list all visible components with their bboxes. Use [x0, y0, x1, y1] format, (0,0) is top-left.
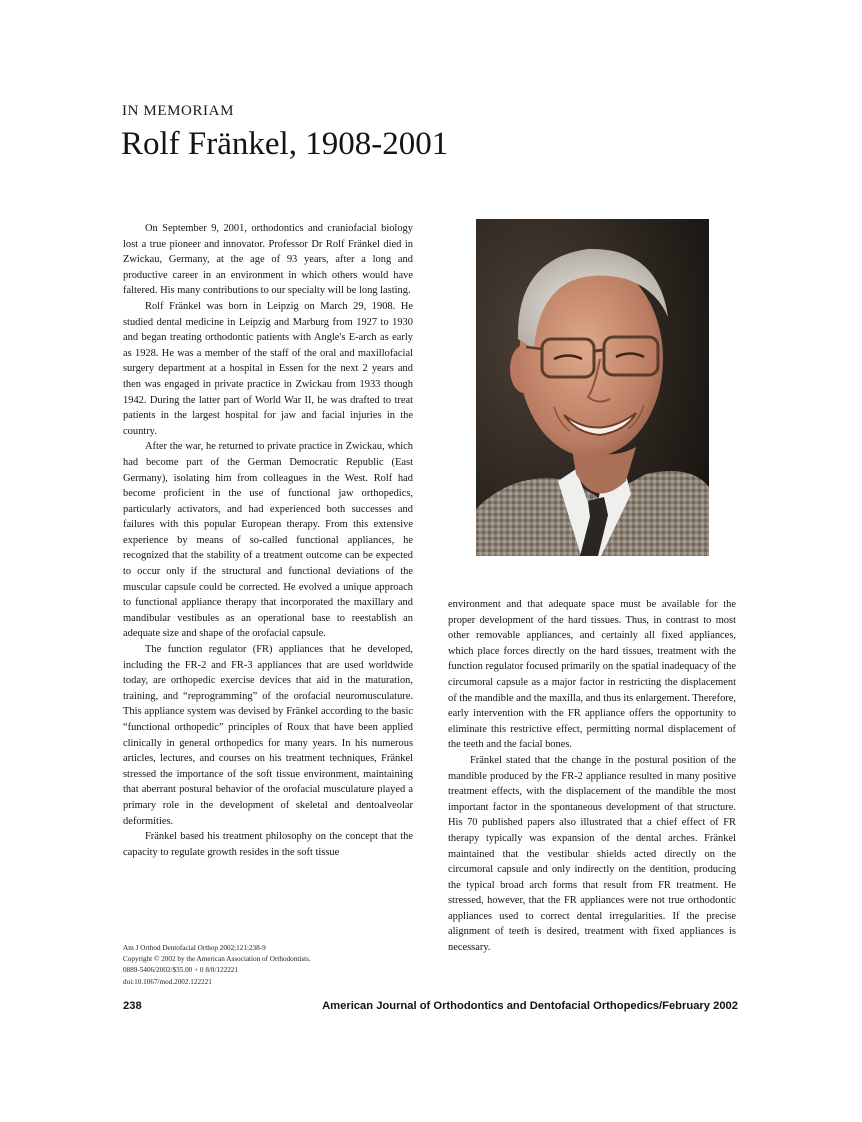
- journal-name: American Journal of Orthodontics and Dentofacial Orthopedics/February 2002: [322, 1000, 738, 1012]
- portrait-photo: [476, 219, 709, 556]
- paragraph: On September 9, 2001, orthodontics and craniofacial biology lost a true pioneer and innovator. Professor Dr Rolf Fränkel died in Zwickau, Germany, at the age of 93 years, after a long and productive career in an environment in which others would have faltered. His many contributions to our specialty will be long lasting.: [123, 223, 413, 297]
- paragraph: environment and that adequate space must be available for the proper development of the hard tissues. Thus, in contrast to most other removable appliances, and certainly all fixed appliances, which place forces directly on the hard tissues, treatment with the function regulator focused primarily on the spatial inadequacy of the circumoral capsule as a major factor in restricting the displacement of the mandible and the maxilla, and thus its enlargement. Therefore, early intervention with the FR appliance offers the opportunity to eliminate this restrictive effect, permitting normal displacement of the teeth and the facial bones.: [448, 599, 737, 751]
- page-number: 238: [123, 1000, 142, 1012]
- running-footer: [123, 1000, 738, 1016]
- paragraph: Rolf Fränkel was born in Leipzig on March 29, 1908. He studied dental medicine in Leipzig and Marburg from 1927 to 1930 and began treating orthodontic patients with Angle's E-arch as early as 1928. He was a member of the staff of the oral and maxillofacial surgery department at a hospital in Essen for the next 2 years and then was engaged in private practice in Zwickau from 1933 though 1942. During the latter part of World War II, he was drafted to treat patients in the largest hospital for jaw and facial injuries in the country.: [123, 300, 413, 437]
- paragraph: Fränkel stated that the change in the postural position of the mandible produced by the FR-2 appliance resulted in many positive treatment effects, with the displacement of the mandible the most important factor in the spontaneous development of that structure. His 70 published papers also illustrated that a chief effect of FR therapy typically was expansion of the dental arches. Fränkel maintained that the vestibular shields acted directly on the circumoral capsule and only indirectly on the dentition, producing the typical broad arch forms that result from FR treatment. He stressed, however, that the FR appliances were not true orthodontic appliances used to correct dental irregularities. If the precise alignment of teeth is desired, treatment with fixed appliances is necessary.: [448, 754, 736, 954]
- issn-line: 0889-5406/2002/$35.00 + 0 8/8/122221: [123, 966, 239, 975]
- paragraph: After the war, he returned to private practice in Zwickau, which had become part of the German Democratic Republic (East Germany), isolating him from colleagues in the West. Rolf had become proficient in the use of functional jaw orthopedics, particularly activators, and had experienced both successes and failures with this popular European therapy. From this extensive experience by means of so-called functional appliances, he recognized that the stability of a treatment outcome can be expected to occur only if the structural and functional deviations of the muscular capsule could be corrected. He evolved a unique approach to functional appliance therapy that incorporated the maxillary and mandibular vestibules as an operational base to reestablish an adequate size and shape of the orofacial capsule.: [123, 441, 413, 640]
- paragraph: Fränkel based his treatment philosophy on the concept that the capacity to regulate growth resides in the soft tissue: [123, 831, 413, 858]
- left-column: [123, 221, 413, 860]
- doi-line: doi:10.1067/mod.2002.122221: [123, 977, 212, 986]
- citation-footnote: [123, 943, 423, 988]
- section-kicker: IN MEMORIAM: [122, 103, 235, 119]
- right-column: [448, 597, 736, 956]
- paragraph: The function regulator (FR) appliances that he developed, including the FR-2 and FR-3 appliances that are used worldwide today, are orthopedic exercise devices that aid in the maturation, training, and “reprogramming” of the orofacial neuromusculature. This appliance system was devised by Fränkel according to the basic “functional orthopedic” principles of Roux that have been applied clinically in general orthopedics for many years. In his numerous articles, lectures, and courses on his treatment techniques, Fränkel stressed the importance of the soft tissue environment, maintaining that aberrant postural behavior of the orofacial musculature played a primary role in the development of skeletal and dentoalveolar deformities.: [123, 644, 413, 827]
- citation-line: Am J Orthod Dentofacial Orthop 2002;121:238-9: [123, 944, 266, 952]
- article-title: Rolf Fränkel, 1908-2001: [121, 126, 449, 162]
- copyright-line: Copyright © 2002 by the American Association of Orthodontists.: [123, 955, 311, 964]
